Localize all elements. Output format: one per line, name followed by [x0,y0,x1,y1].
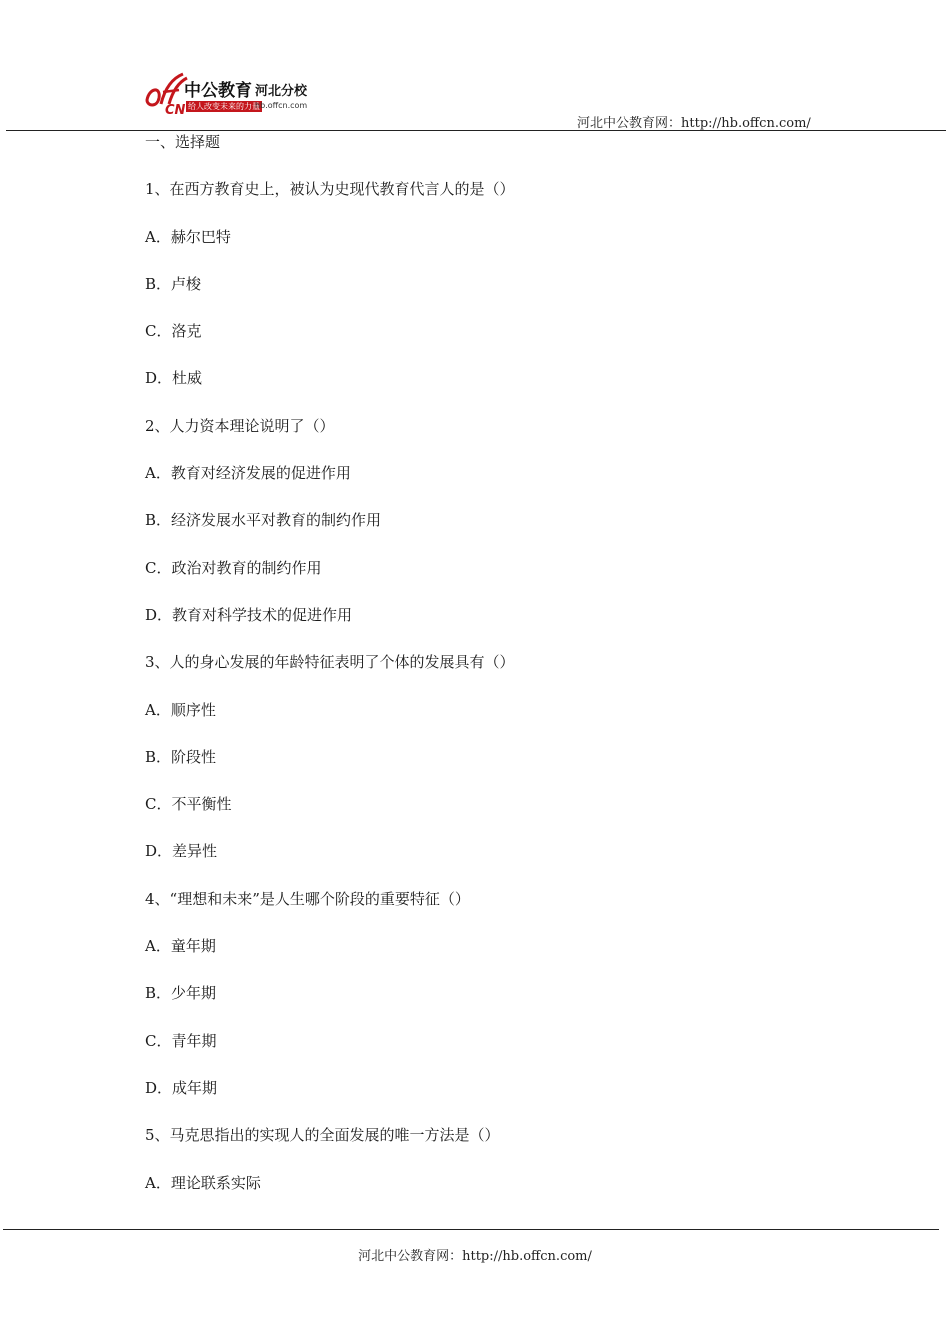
question-stem: 2、人力资本理论说明了（） [145,416,335,435]
logo-url: hb.offcn.com [255,101,308,110]
header-site-link[interactable]: 河北中公教育网：http://hb.offcn.com/ [577,116,811,131]
offcn-logo-mark-icon [143,70,189,116]
option-item: D．杜威 [145,369,203,388]
option-item: A．理论联系实际 [145,1173,261,1192]
page-header [0,0,950,132]
logo-name: 中公教育 [184,81,252,101]
logo-slogan: 给人改变未来的力量 [188,102,260,111]
logo-branch: 河北分校 [255,84,308,99]
option-item: D．差异性 [145,842,218,861]
option-item: C．洛克 [145,322,202,341]
section-title: 一、选择题 [145,133,221,151]
question-stem: 4、“理想和未来”是人生哪个阶段的重要特征（） [145,889,470,908]
option-item: C．政治对教育的制约作用 [145,558,322,577]
question-stem: 5、马克思指出的实现人的全面发展的唯一方法是（） [145,1126,500,1145]
footer-site-link[interactable]: 河北中公教育网：http://hb.offcn.com/ [358,1249,592,1264]
option-item: C．青年期 [145,1031,217,1050]
option-item: A．教育对经济发展的促进作用 [145,464,351,483]
option-item: D．教育对科学技术的促进作用 [145,605,353,624]
question-list [145,128,905,1216]
option-item: B．卢梭 [145,274,202,293]
option-item: A．赫尔巴特 [145,227,231,246]
option-item: B．少年期 [145,984,217,1003]
question-stem: 1、在西方教育史上，被认为史现代教育代言人的是（） [145,180,515,199]
option-item: D．成年期 [145,1078,218,1097]
option-item: C．不平衡性 [145,795,232,814]
option-item: A．童年期 [145,937,216,956]
option-item: A．顺序性 [145,700,216,719]
offcn-logo[interactable] [143,70,308,118]
footer-divider [3,1229,939,1230]
svg-text:CN: CN [165,103,186,116]
option-item: B．经济发展水平对教育的制约作用 [145,511,382,530]
question-stem: 3、人的身心发展的年龄特征表明了个体的发展具有（） [145,653,515,672]
option-item: B．阶段性 [145,747,217,766]
